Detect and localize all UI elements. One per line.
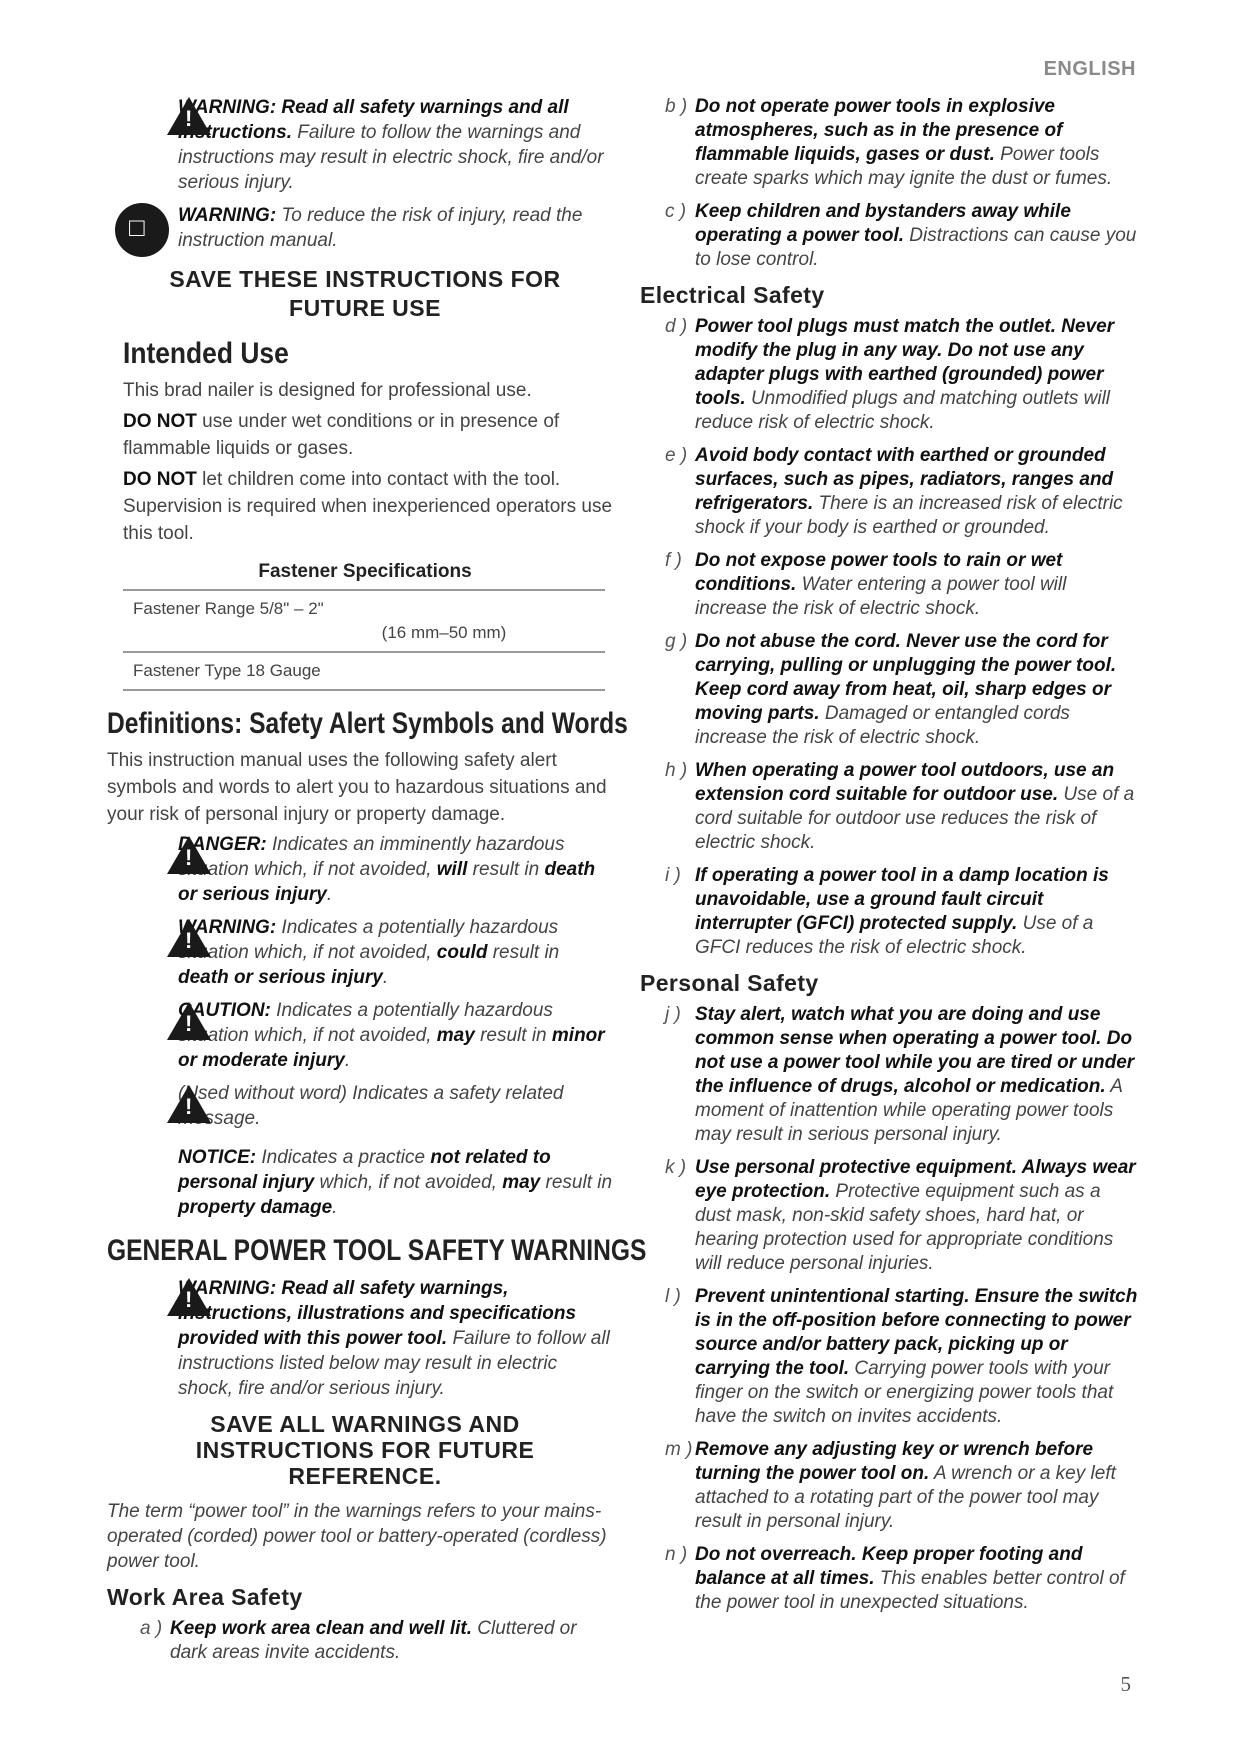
intended-use-p3-text: let children come into contact with the tool. Supervision is required when inexperienced operators use this tool.: [123, 469, 613, 544]
list-item: [640, 759, 1140, 855]
item-bold: Stay alert, watch what you are doing and use common sense when operating a power tool. Do not use a power tool while you are tired or under the influence of drugs, alcohol or medication.: [695, 1004, 1135, 1097]
warning-triangle-icon: [167, 919, 211, 957]
item-bold: Use personal protective equipment. Always wear eye protection.: [695, 1157, 1136, 1202]
notice-not: not related to personal injury: [178, 1147, 551, 1193]
item-marker: l ): [665, 1286, 681, 1307]
page-number: 5: [1120, 1672, 1131, 1696]
item-marker: f ): [665, 550, 682, 571]
warning-label: WARNING:: [178, 917, 277, 938]
period: .: [382, 967, 389, 988]
language-label: ENGLISH: [1043, 58, 1136, 80]
danger-triangle-icon: [167, 836, 211, 874]
warning-manual-text: To reduce the risk of injury, read the instruction manual.: [178, 205, 583, 251]
warning-text: result in: [487, 942, 560, 963]
left-column: [107, 95, 647, 1674]
caution-text: result in: [474, 1025, 552, 1046]
warning-text: Indicates a potentially hazardous situation which, if not avoided,: [178, 917, 559, 963]
period: .: [332, 1197, 338, 1218]
warning-triangle-icon: [167, 97, 211, 135]
intended-use-p2-text: use under wet conditions or in presence of flammable liquids or gases.: [123, 411, 560, 459]
table-row: [123, 591, 605, 653]
notice-result: property damage: [178, 1197, 333, 1218]
danger-label: DANGER:: [178, 834, 267, 855]
item-bold: Do not overreach. Keep proper footing and balance at all times.: [695, 1544, 1083, 1589]
item-bold: Do not abuse the cord. Never use the cord for carrying, pulling or unplugging the power tool. Keep cord away from heat, oil, sharp edges or moving parts.: [695, 631, 1117, 724]
item-marker: e ): [665, 445, 688, 466]
warning-result: death or serious injury: [178, 967, 383, 988]
items-personal: [640, 1003, 1140, 1615]
notice-text: Indicates a practice: [256, 1147, 431, 1168]
item-text: Distractions can cause you to lose control.: [695, 225, 1137, 270]
notice-label: NOTICE:: [178, 1147, 257, 1168]
item-text: Carrying power tools with your finger on the switch or energizing power tools that have the switch on invites accidents.: [695, 1358, 1114, 1427]
item-bold: When operating a power tool outdoors, use an extension cord suitable for outdoor use.: [695, 760, 1115, 805]
warning-read-text: Failure to follow the warnings and instructions may result in electric shock, fire and/or serious injury.: [178, 122, 604, 193]
item-bold: Prevent unintentional starting. Ensure the switch is in the off-position before connecting to power source and/or battery pack, picking up or carrying the tool.: [695, 1286, 1138, 1379]
item-marker: j ): [665, 1004, 681, 1025]
read-manual-icon: [115, 203, 169, 257]
warning-could: could: [436, 942, 488, 963]
list-item: [640, 1285, 1140, 1429]
item-bold: Keep work area clean and well lit.: [170, 1618, 473, 1639]
item-marker: k ): [665, 1157, 687, 1178]
item-text: A moment of inattention while operating power tools may result in serious personal injury.: [695, 1076, 1123, 1145]
right-column: [640, 95, 1140, 1624]
list-item: [640, 864, 1140, 960]
warning-manual-bold: WARNING:: [178, 205, 277, 226]
list-item: [640, 444, 1140, 540]
general-warnings-title: GENERAL POWER TOOL SAFETY WARNINGS: [107, 1234, 647, 1267]
item-text: Use of a cord suitable for outdoor use reduces the risk of electric shock.: [695, 784, 1135, 853]
warning-definition: [115, 915, 615, 990]
caution-text: Indicates a potentially hazardous situation which, if not avoided,: [178, 1000, 553, 1046]
item-marker: i ): [665, 865, 681, 886]
general-warning: [115, 1276, 615, 1401]
list-item: [640, 549, 1140, 621]
item-marker: m ): [665, 1439, 693, 1460]
definitions-title: Definitions: Safety Alert Symbols and Words: [107, 707, 628, 740]
caution-label: CAUTION:: [178, 1000, 271, 1021]
period: .: [344, 1050, 351, 1071]
item-marker: b ): [665, 96, 688, 117]
item-text: There is an increased risk of electric shock if your body is earthed or grounded.: [695, 493, 1123, 538]
notice-text: result in: [540, 1172, 613, 1193]
caution-triangle-icon: [167, 1002, 211, 1040]
table-row: [123, 653, 605, 691]
fastener-range-metric: (16 mm–50 mm): [381, 623, 507, 642]
notice-may: may: [502, 1172, 541, 1193]
list-item: [640, 1543, 1140, 1615]
fastener-spec-table: [123, 589, 605, 691]
fastener-type: Fastener Type 18 Gauge: [133, 661, 321, 680]
danger-text: Indicates an imminently hazardous situation which, if not avoided,: [178, 834, 565, 880]
period: .: [326, 884, 333, 905]
general-warning-text: Failure to follow all instructions listed below may result in electric shock, fire and/or serious injury.: [178, 1328, 610, 1399]
general-warning-bold: WARNING: Read all safety warnings, instructions, illustrations and specifications provided with this power tool.: [178, 1278, 577, 1349]
item-marker: n ): [665, 1544, 688, 1565]
item-text: Cluttered or dark areas invite accidents.: [170, 1618, 577, 1663]
list-item: [640, 1156, 1140, 1276]
item-bold: Do not expose power tools to rain or wet conditions.: [695, 550, 1063, 595]
item-text: Use of a GFCI reduces the risk of electric shock.: [695, 913, 1094, 958]
notice-text: which, if not avoided,: [314, 1172, 503, 1193]
definitions-intro: This instruction manual uses the following safety alert symbols and words to alert you to hazardous situations and your risk of personal injury or property damage.: [107, 750, 607, 825]
intended-use-title: Intended Use: [123, 337, 289, 370]
item-bold: Remove any adjusting key or wrench before turning the power tool on.: [695, 1439, 1094, 1484]
items-top: [640, 95, 1140, 272]
item-text: A wrench or a key left attached to a rotating part of the power tool may result in personal injury.: [695, 1463, 1116, 1532]
item-text: This enables better control of the power tool in unexpected situations.: [695, 1568, 1125, 1613]
item-text: Protective equipment such as a dust mask, non-skid safety shoes, hard hat, or hearing protection used for appropriate conditions will reduce personal injuries.: [695, 1181, 1114, 1274]
list-item: [640, 200, 1140, 272]
save-warnings-heading: SAVE ALL WARNINGS AND INSTRUCTIONS FOR FUTURE REFERENCE.: [195, 1411, 535, 1489]
do-not-bold: DO NOT: [123, 469, 197, 490]
notice-definition: [115, 1145, 615, 1220]
alert-triangle-icon: [167, 1085, 211, 1123]
caution-may: may: [436, 1025, 475, 1046]
item-marker: d ): [665, 316, 688, 337]
item-bold: Do not operate power tools in explosive atmospheres, such as in the presence of flammable liquids, gases or dust.: [695, 96, 1063, 165]
fastener-range: Fastener Range 5/8" – 2": [133, 599, 324, 618]
item-bold: If operating a power tool in a damp location is unavoidable, use a ground fault circuit interrupter (GFCI) protected supply.: [695, 865, 1109, 934]
list-item: [640, 630, 1140, 750]
list-item: [640, 315, 1140, 435]
item-text: Power tools create sparks which may ignite the dust or fumes.: [695, 144, 1113, 189]
item-marker: c ): [665, 201, 687, 222]
intended-use-p1: This brad nailer is designed for professional use.: [123, 380, 532, 401]
save-instructions-heading: SAVE THESE INSTRUCTIONS FOR FUTURE USE: [169, 266, 561, 321]
items-electrical: [640, 315, 1140, 960]
item-text: Water entering a power tool will increase the risk of electric shock.: [695, 574, 1067, 619]
symbol-only-text: (Used without word) Indicates a safety related message.: [178, 1083, 564, 1129]
personal-safety-title: Personal Safety: [640, 970, 819, 996]
item-marker: h ): [665, 760, 688, 781]
safety-symbol-definition: [115, 1081, 615, 1131]
item-marker: a ): [140, 1618, 163, 1639]
warning-triangle-icon: [167, 1278, 211, 1316]
fastener-spec-title: Fastener Specifications: [258, 561, 472, 582]
warning-read-bold: WARNING: Read all safety warnings and all instructions.: [178, 97, 569, 143]
list-item: [115, 1617, 615, 1665]
item-bold: Keep children and bystanders away while operating a power tool.: [695, 201, 1071, 246]
item-text: Unmodified plugs and matching outlets will reduce risk of electric shock.: [695, 388, 1111, 433]
work-area-title: Work Area Safety: [107, 1584, 303, 1610]
list-item: [640, 1438, 1140, 1534]
intended-use-p2: [123, 408, 615, 462]
danger-definition: [115, 832, 615, 907]
item-bold: Power tool plugs must match the outlet. Never modify the plug in any way. Do not use any adapter plugs with earthed (grounded) power tools.: [695, 316, 1115, 409]
item-marker: g ): [665, 631, 688, 652]
warning-read-instructions: [115, 95, 615, 195]
list-item: [640, 1003, 1140, 1147]
power-tool-term: The term “power tool” in the warnings refers to your mains-operated (corded) power tool or battery-operated (cordless) power tool.: [107, 1501, 607, 1572]
caution-result: minor or moderate injury: [178, 1025, 605, 1071]
danger-result: death or serious injury: [178, 859, 596, 905]
caution-definition: [115, 998, 615, 1073]
electrical-safety-title: Electrical Safety: [640, 282, 825, 308]
item-bold: Avoid body contact with earthed or grounded surfaces, such as pipes, radiators, ranges and refrigerators.: [695, 445, 1114, 514]
item-text: Damaged or entangled cords increase the risk of electric shock.: [695, 703, 1070, 748]
do-not-bold: DO NOT: [123, 411, 197, 432]
intended-use-p3: [123, 466, 615, 547]
warning-read-manual: [115, 203, 615, 253]
danger-text: result in: [467, 859, 545, 880]
list-item: [640, 95, 1140, 191]
danger-will: will: [436, 859, 468, 880]
